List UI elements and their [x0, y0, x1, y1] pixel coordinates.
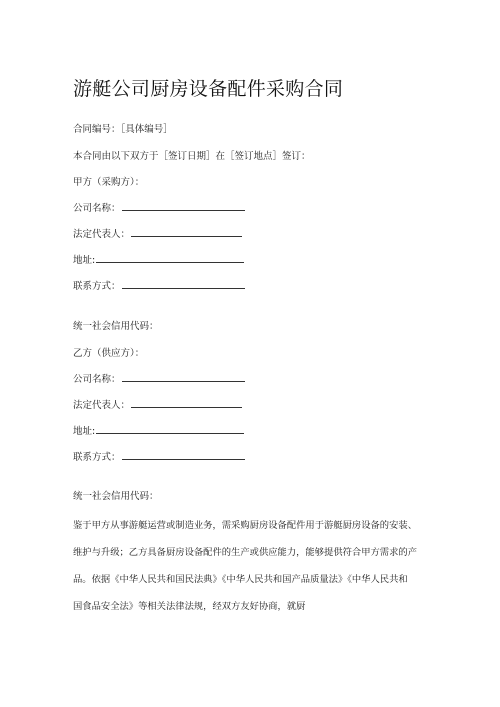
- party-a-heading: 甲方（采购方）：: [73, 177, 145, 188]
- party-a-company-label: 公司名称：: [73, 203, 121, 214]
- party-a-contact-blank[interactable]: [122, 288, 245, 289]
- party-b-company-label: 公司名称：: [73, 374, 121, 385]
- party-a-address-row: [73, 254, 244, 268]
- party-b-rep-row: [73, 399, 242, 413]
- party-b-rep-blank[interactable]: [131, 407, 242, 408]
- document-title: 游艇公司厨房设备配件采购合同: [73, 78, 344, 100]
- party-a-address-blank[interactable]: [96, 262, 244, 263]
- party-a-credit-code: 统一社会信用代码：: [73, 321, 159, 332]
- party-b-rep-label: 法定代表人：: [73, 400, 131, 411]
- recital-line: 鉴于甲方从事游艇运营或制造业务，需采购厨房设备配件用于游艇厨房设备的安装、: [73, 520, 417, 531]
- party-a-address-label: 地址:: [73, 255, 96, 266]
- party-b-contact-row: [73, 451, 245, 465]
- party-b-company-blank[interactable]: [122, 381, 245, 382]
- party-a-contact-label: 联系方式：: [73, 281, 121, 292]
- party-b-address-row: [73, 425, 244, 439]
- party-b-credit-code: 统一社会信用代码：: [73, 491, 159, 502]
- recital-line: 国食品安全法》等相关法律法规，经双方友好协商，就厨: [73, 601, 306, 612]
- contract-intro: 本合同由以下双方于［签订日期］在［签订地点］签订：: [73, 151, 311, 162]
- party-a-contact-row: [73, 280, 245, 294]
- party-a-rep-row: [73, 228, 242, 242]
- party-b-contact-label: 联系方式：: [73, 452, 121, 463]
- contract-number: 合同编号：［具体编号］: [73, 124, 173, 135]
- party-a-company-blank[interactable]: [122, 210, 245, 211]
- recital-line: 品。依据《中华人民共和国民法典》《中华人民共和国产品质量法》《中华人民共和: [73, 574, 408, 585]
- party-a-company-row: [73, 202, 245, 216]
- party-a-rep-label: 法定代表人：: [73, 229, 131, 240]
- party-b-contact-blank[interactable]: [122, 459, 245, 460]
- recital-line: 维护与升级；乙方具备厨房设备配件的生产或供应能力，能够提供符合甲方需求的产: [73, 547, 417, 558]
- party-b-company-row: [73, 373, 245, 387]
- party-b-address-label: 地址:: [73, 426, 96, 437]
- party-b-heading: 乙方（供应方）：: [73, 348, 145, 359]
- party-a-rep-blank[interactable]: [131, 236, 242, 237]
- party-b-address-blank[interactable]: [96, 433, 244, 434]
